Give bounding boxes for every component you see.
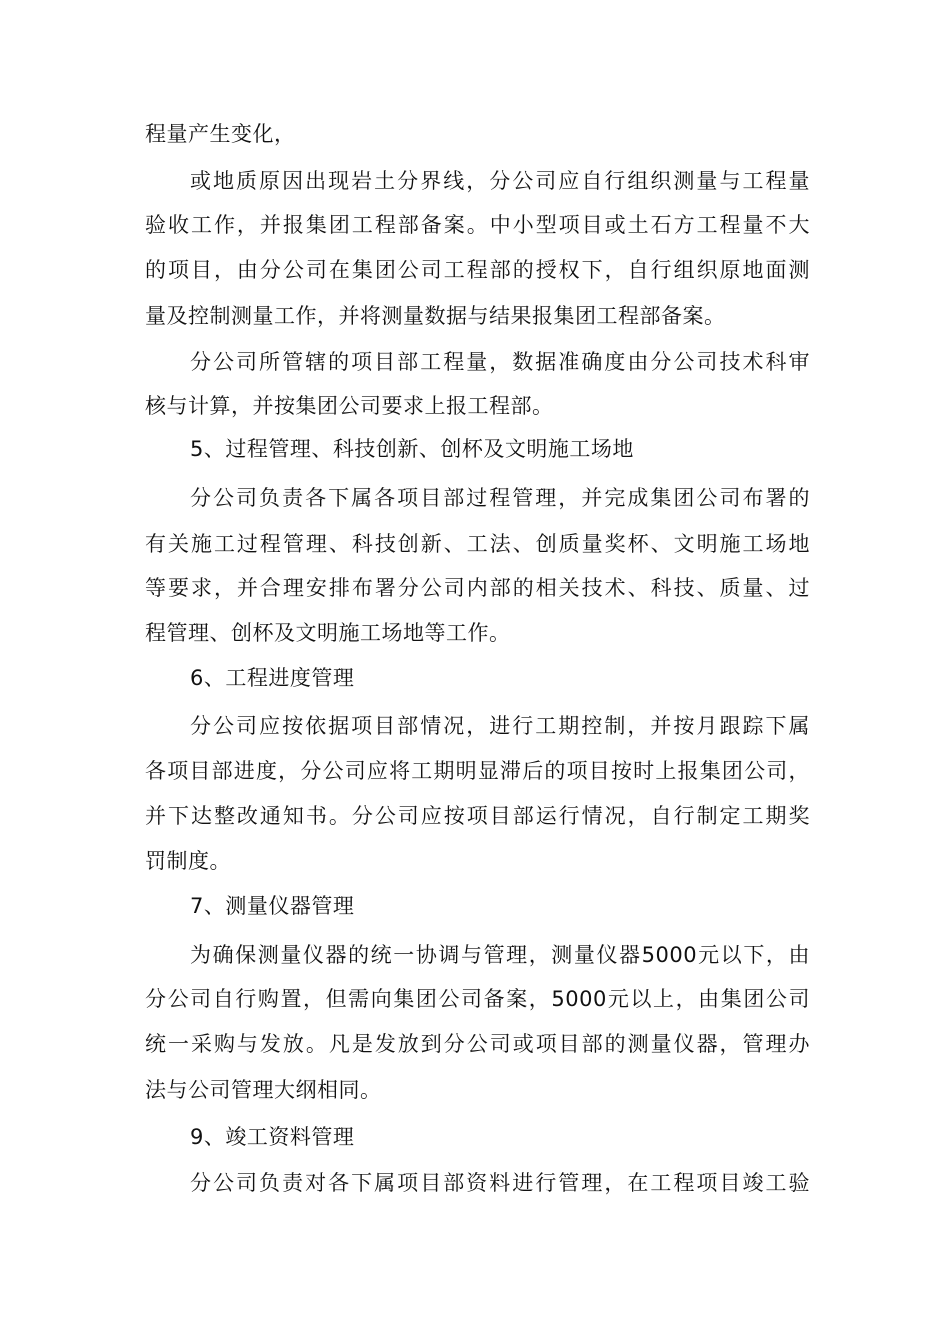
paragraph-line: 分公司所管辖的项目部工程量，数据准确度由分公司技术科审 xyxy=(190,350,810,374)
paragraph-line: 分公司自行购置，但需向集团公司备案，5000元以上，由集团公司 xyxy=(145,987,810,1011)
paragraph-line: 分公司负责各下属各项目部过程管理，并完成集团公司布署的 xyxy=(190,486,810,510)
section-heading: 6、工程进度管理 xyxy=(190,666,355,690)
paragraph-line: 量及控制测量工作，并将测量数据与结果报集团工程部备案。 xyxy=(145,304,726,328)
paragraph-line: 统一采购与发放。凡是发放到分公司或项目部的测量仪器，管理办 xyxy=(145,1032,810,1056)
paragraph-line: 验收工作，并报集团工程部备案。中小型项目或土石方工程量不大 xyxy=(145,213,810,237)
paragraph-line: 程量产生变化， xyxy=(145,122,296,146)
paragraph-line: 各项目部进度，分公司应将工期明显滞后的项目按时上报集团公司， xyxy=(145,759,810,783)
paragraph-line: 或地质原因出现岩土分界线，分公司应自行组织测量与工程量 xyxy=(190,169,810,193)
paragraph-line: 分公司负责对各下属项目部资料进行管理，在工程项目竣工验 xyxy=(190,1171,810,1195)
paragraph-line: 等要求，并合理安排布署分公司内部的相关技术、科技、质量、过 xyxy=(145,576,810,600)
paragraph-line: 并下达整改通知书。分公司应按项目部运行情况，自行制定工期奖 xyxy=(145,804,810,828)
paragraph-line: 分公司应按依据项目部情况，进行工期控制，并按月跟踪下属 xyxy=(190,714,810,738)
section-heading: 7、测量仪器管理 xyxy=(190,894,355,918)
paragraph-line: 的项目，由分公司在集团公司工程部的授权下，自行组织原地面测 xyxy=(145,258,810,282)
section-heading: 9、竣工资料管理 xyxy=(190,1125,355,1149)
paragraph-line: 程管理、创杯及文明施工场地等工作。 xyxy=(145,621,511,645)
paragraph-line: 为确保测量仪器的统一协调与管理，测量仪器5000元以下，由 xyxy=(190,943,810,967)
paragraph-line: 有关施工过程管理、科技创新、工法、创质量奖杯、文明施工场地 xyxy=(145,532,810,556)
paragraph-line: 核与计算，并按集团公司要求上报工程部。 xyxy=(145,394,554,418)
paragraph-line: 罚制度。 xyxy=(145,849,231,873)
section-heading: 5、过程管理、科技创新、创杯及文明施工场地 xyxy=(190,437,634,461)
paragraph-line: 法与公司管理大纲相同。 xyxy=(145,1078,382,1102)
